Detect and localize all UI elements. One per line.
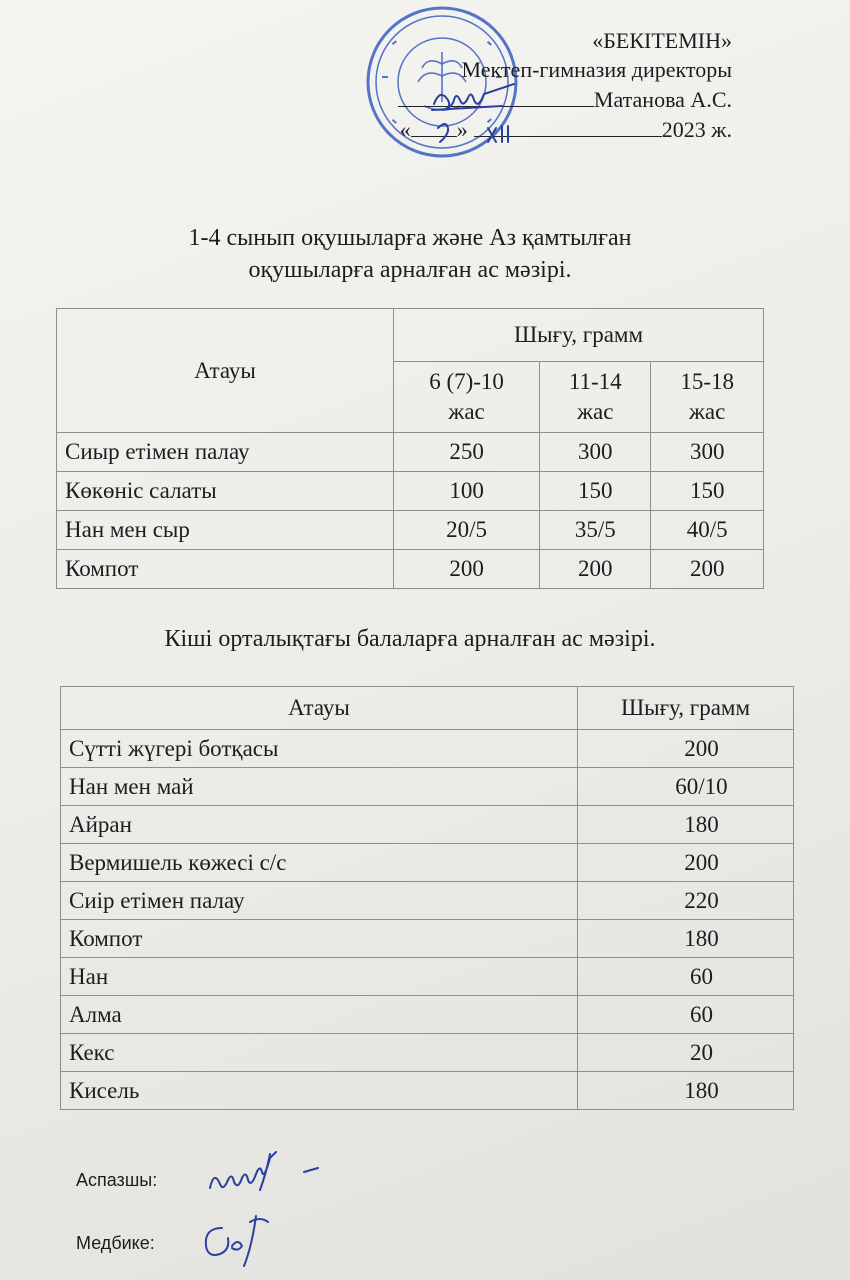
age-group-3 xyxy=(651,362,764,433)
table-row xyxy=(61,920,794,958)
table-row xyxy=(61,730,794,768)
portion-value: 200 xyxy=(651,550,764,589)
portion-value: 200 xyxy=(394,550,540,589)
age-group-1-range: 6 (7)-10 xyxy=(429,369,504,394)
age-group-1 xyxy=(394,362,540,433)
dish-name: Сүтті жүгері ботқасы xyxy=(61,730,578,768)
age-group-3-range: 15-18 xyxy=(680,369,735,394)
cook-signature-row xyxy=(76,1170,157,1191)
portion-value: 60 xyxy=(578,958,794,996)
table-row xyxy=(61,1072,794,1110)
portion-value: 20 xyxy=(578,1034,794,1072)
director-signature-icon xyxy=(428,80,548,150)
dish-name: Нан мен май xyxy=(61,768,578,806)
portion-value: 200 xyxy=(578,730,794,768)
portion-value: 20/5 xyxy=(394,511,540,550)
menu2-heading: Кіші орталықтағы балаларға арналған ас мәзірі. xyxy=(164,626,656,652)
menu2-col-output: Шығу, грамм xyxy=(578,687,794,730)
portion-value: 180 xyxy=(578,1072,794,1110)
dish-name: Компот xyxy=(57,550,394,589)
portion-value: 60/10 xyxy=(578,768,794,806)
menu1-table xyxy=(56,308,764,589)
menu2-table xyxy=(60,686,794,1110)
date-close-quote: » xyxy=(456,117,468,142)
dish-name: Кекс xyxy=(61,1034,578,1072)
table-row xyxy=(61,1034,794,1072)
table-row xyxy=(61,996,794,1034)
portion-value: 40/5 xyxy=(651,511,764,550)
dish-name: Нан xyxy=(61,958,578,996)
menu2-col-name: Атауы xyxy=(61,687,578,730)
portion-value: 220 xyxy=(578,882,794,920)
portion-value: 150 xyxy=(651,472,764,511)
portion-value: 200 xyxy=(540,550,651,589)
portion-value: 300 xyxy=(540,433,651,472)
portion-value: 180 xyxy=(578,806,794,844)
portion-value: 100 xyxy=(394,472,540,511)
dish-name: Нан мен сыр xyxy=(57,511,394,550)
age-group-2-unit: жас xyxy=(577,399,614,424)
approval-year: 2023 ж. xyxy=(661,117,732,142)
portion-value: 200 xyxy=(578,844,794,882)
portion-value: 250 xyxy=(394,433,540,472)
approval-title: «БЕКІТЕМІН» xyxy=(592,28,732,53)
age-group-3-unit: жас xyxy=(689,399,726,424)
table-row xyxy=(57,511,764,550)
menu1-heading xyxy=(130,222,690,286)
menu1-heading-line1: 1-4 сынып оқушыларға және Аз қамтылған xyxy=(188,225,632,251)
director-name: Матанова А.С. xyxy=(593,87,732,112)
dish-name: Компот xyxy=(61,920,578,958)
table-row xyxy=(57,550,764,589)
menu1-col-output: Шығу, грамм xyxy=(394,309,764,362)
age-group-2 xyxy=(540,362,651,433)
date-open-quote: « xyxy=(399,117,411,142)
nurse-label: Медбике: xyxy=(76,1233,155,1253)
menu1-col-name: Атауы xyxy=(57,309,394,433)
dish-name: Айран xyxy=(61,806,578,844)
cook-signature-icon xyxy=(204,1148,324,1200)
portion-value: 150 xyxy=(540,472,651,511)
director-position: Мектеп-гимназия директоры xyxy=(461,57,732,82)
table-row xyxy=(61,768,794,806)
menu1-heading-line2: оқушыларға арналған ас мәзірі. xyxy=(248,257,572,283)
table-row xyxy=(61,882,794,920)
dish-name: Сиыр етімен палау xyxy=(57,433,394,472)
table-row xyxy=(61,958,794,996)
dish-name: Вермишель көжесі с/с xyxy=(61,844,578,882)
dish-name: Кисель xyxy=(61,1072,578,1110)
portion-value: 180 xyxy=(578,920,794,958)
table-row xyxy=(61,806,794,844)
age-group-2-range: 11-14 xyxy=(568,369,622,394)
dish-name: Сиір етімен палау xyxy=(61,882,578,920)
portion-value: 60 xyxy=(578,996,794,1034)
portion-value: 300 xyxy=(651,433,764,472)
cook-label: Аспазшы: xyxy=(76,1170,158,1190)
portion-value: 35/5 xyxy=(540,511,651,550)
dish-name: Алма xyxy=(61,996,578,1034)
dish-name: Көкөніс салаты xyxy=(57,472,394,511)
nurse-signature-icon xyxy=(196,1208,286,1272)
table-row xyxy=(61,844,794,882)
age-group-1-unit: жас xyxy=(448,399,485,424)
nurse-signature-row xyxy=(76,1233,155,1254)
table-row xyxy=(57,433,764,472)
table-row xyxy=(57,472,764,511)
